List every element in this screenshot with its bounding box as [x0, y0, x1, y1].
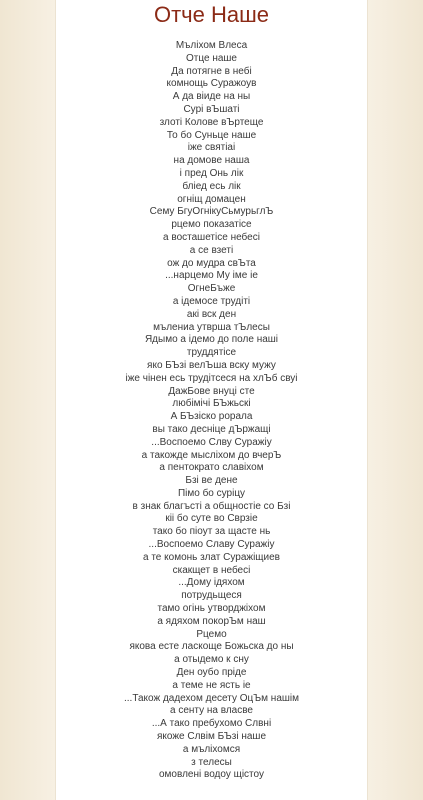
prayer-line: тамо огiнь утворджiхом	[157, 603, 266, 615]
prayer-line: огнiщ домацен	[177, 193, 246, 205]
prayer-line: а ядяхом покорЪм наш	[157, 615, 266, 627]
prayer-line: Рцемо	[196, 628, 227, 640]
prayer-line: Бзi ве дене	[185, 475, 238, 487]
prayer-line: То бо Суньце наше	[166, 129, 257, 141]
page-title: Отче Наше	[153, 2, 269, 27]
prayer-line: Отце наше	[186, 52, 237, 64]
prayer-line: А да вiиде на ны	[172, 91, 251, 103]
prayer-line: ...Дому iдяхом	[178, 577, 245, 589]
prayer-line: блiед есь лiк	[182, 180, 241, 192]
prayer-line: Да потягне в небi	[171, 65, 252, 77]
prayer-line: в знак благъстi а общностiе со Бзi	[132, 500, 291, 512]
prayer-line: скакщет в небесi	[172, 564, 251, 576]
prayer-line: яко БЪзi велЪша вску мужу	[147, 359, 276, 371]
prayer-line: Сурi вЪшатi	[183, 103, 240, 115]
prayer-line: ...Воспоемо Славу Суражiу	[148, 539, 275, 551]
prayer-line: тако бо пiоут за щасте нь	[152, 526, 271, 538]
prayer-line: а iдемосе трудiтi	[172, 295, 251, 307]
prayer-line: iже чiнен есь трудiтсеся на хлЪб свуi	[125, 372, 298, 384]
prayer-line: ДажБове внуцi сте	[168, 385, 255, 397]
prayer-text	[56, 40, 367, 782]
prayer-line: А БЪзiско рорала	[170, 411, 253, 423]
prayer-line: на домове наша	[173, 155, 250, 167]
prayer-line: акi вск ден	[186, 308, 237, 320]
prayer-line: Мълiхом Влеса	[175, 40, 248, 51]
right-margin	[368, 0, 423, 800]
prayer-line: а такожде мыслiхом до вчерЪ	[141, 449, 282, 461]
prayer-line: ОгнеБъже	[187, 283, 236, 295]
prayer-line: а пентократо славiхом	[159, 462, 264, 474]
prayer-page	[55, 0, 368, 800]
prayer-line: Пiмо бо сурiцу	[177, 487, 246, 499]
prayer-line: а восташетiсе небесi	[163, 231, 260, 243]
prayer-line: ...Воспоемо Слву Суражiу	[151, 436, 272, 448]
prayer-line: злоті Колове вЪртеще	[159, 116, 264, 128]
prayer-line: любiмiчi БЪжьскi	[172, 398, 251, 410]
prayer-line: Сему БгуОгнiкуСьмурьглЪ	[149, 206, 274, 218]
prayer-line: труддятiсе	[186, 347, 237, 359]
prayer-line: ...нарцемо Му iме iе	[165, 270, 258, 282]
prayer-line: рцемо показатiсе	[171, 219, 252, 231]
prayer-line: вы тако деснiце дЪржащi	[152, 423, 271, 435]
prayer-line: а сенту на власве	[170, 705, 253, 717]
prayer-line: ...А тако пребухомо Слвнi	[151, 718, 272, 730]
prayer-line: омовленi водоу щiстоу	[159, 769, 264, 781]
prayer-line: iже святiаi	[187, 142, 236, 154]
prayer-line: якоже Слвiм БЪзi наше	[156, 731, 267, 743]
prayer-line: Ядымо а iдемо до поле нашi	[144, 334, 279, 346]
prayer-line: а отыдемо к сну	[174, 654, 249, 666]
prayer-line: кiі бо суте во Сврзiе	[165, 513, 258, 525]
prayer-line: мълениa утвpша тЪлесы	[153, 321, 270, 333]
prayer-line: якова есте ласкоще Бoжьска до ны	[129, 641, 294, 653]
left-margin	[0, 0, 55, 800]
prayer-line: а се взетi	[189, 244, 234, 256]
prayer-line: а теме не ясть iе	[172, 679, 251, 691]
prayer-line: а мълiхомся	[182, 743, 241, 755]
prayer-line: Ден оубо прiде	[176, 667, 247, 679]
prayer-line: i пред Онь лiк	[179, 167, 244, 179]
prayer-line: комнощь Суражоув	[166, 78, 257, 90]
prayer-line: ож до мудра свЪта	[167, 257, 256, 269]
prayer-line: потрудьщеся	[181, 590, 242, 602]
prayer-line: ...Також дадехом десету ОцЪм нашiм	[123, 692, 299, 704]
prayer-line: а те комонь злат Суражiщиев	[143, 551, 280, 563]
prayer-line: з телесы	[191, 756, 232, 768]
